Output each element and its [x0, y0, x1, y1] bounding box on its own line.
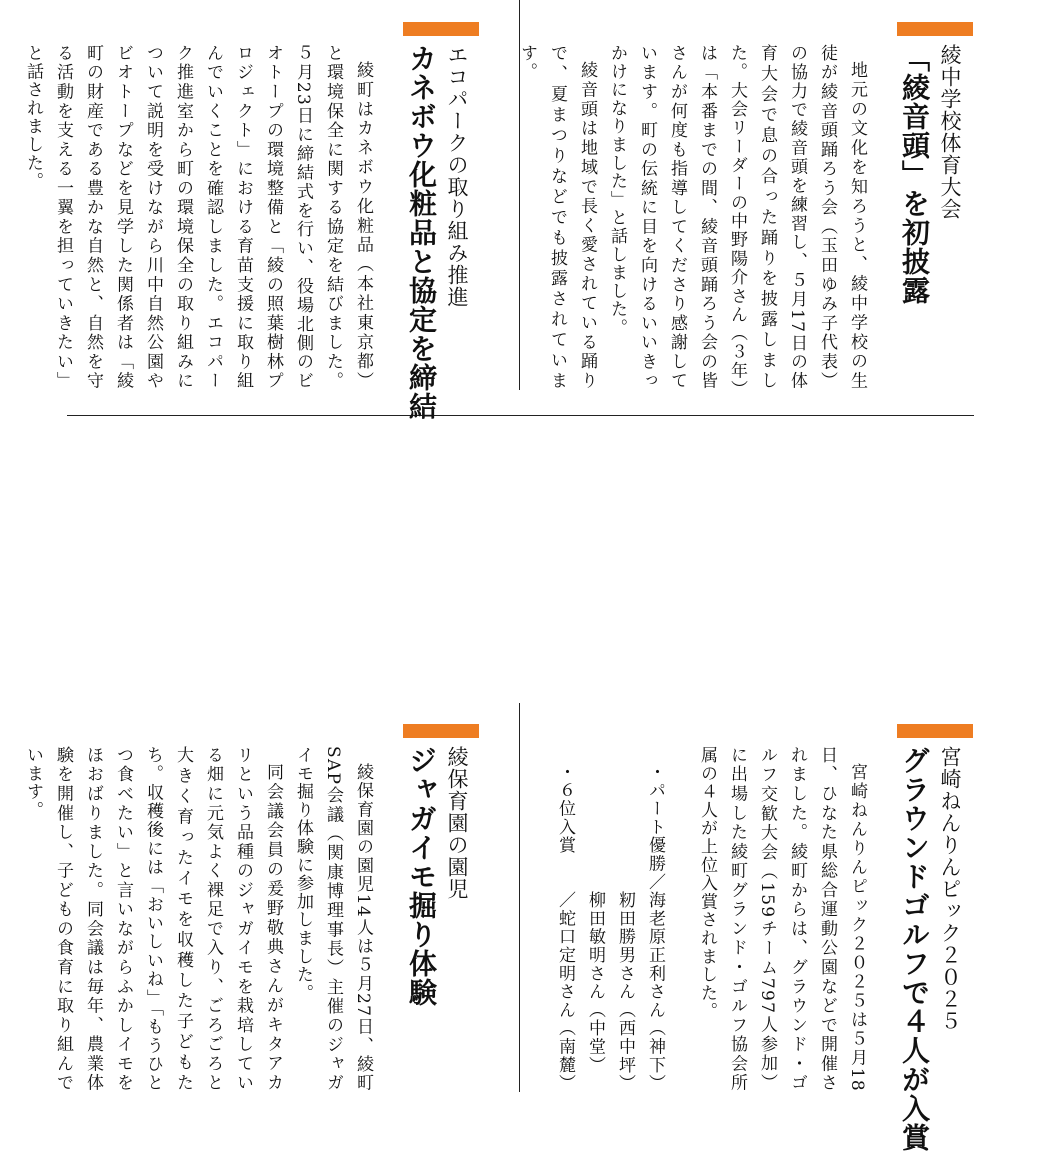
- article-headline: ジャガイモ掘り体験: [405, 746, 438, 1007]
- paragraph: 宮崎ねんりんピック２０２５は５月18日、ひなた県総合運動公園などで開催されました。綾町からは、グラウンド・ゴルフ交歓大会（159チーム797人参加）に出場した綾町グランド・ゴルフ協会所属の４人が上位入賞されました。: [697, 746, 867, 1092]
- section-divider: [67, 415, 974, 416]
- article-subhead: 綾中学校体育大会: [938, 44, 962, 220]
- article-headline: カネボウ化粧品と協定を締結: [405, 44, 438, 421]
- kanebo-article-body: [23, 44, 378, 390]
- result-line: ・６位入賞 ／蛇口定明さん（南麓）: [555, 763, 575, 1093]
- accent-bar: [403, 724, 479, 738]
- paragraph: 綾保育園の園児14人は５月27日、綾町SAP会議（関康博理事長）主催のジャガイモ掘り体験に参加しました。: [293, 746, 373, 1092]
- paragraph: 綾音頭は地域で長く愛されている踊りで、夏まつりなどでも披露されています。: [517, 44, 597, 390]
- accent-bar: [403, 22, 479, 36]
- article-body: [522, 746, 872, 1092]
- article-headline: グラウンドゴルフで４人が入賞: [898, 746, 931, 1152]
- paragraph: 綾町はカネボウ化粧品（本社東京都）と環境保全に関する協定を結びました。５月23日に締結式を行い、役場北側のビオトープの環境整備と「綾の照葉樹林プロジェクト」における育苗支援に取り組んでいくことを確認しました。エコパーク推進室から町の環境保全の取り組みについて説明を受けながら川中自然公園やビオトープなどを見学した関係者は「綾町の財産である豊かな自然と、自然を守る活動を支える一翼を担っていきたい」と話されました。: [23, 44, 373, 390]
- result-line: ・パート優勝／海老原正利さん（神下）: [645, 763, 665, 1093]
- accent-bar: [897, 724, 973, 738]
- article-subhead: 綾保育園の園児: [445, 746, 469, 900]
- article-subhead: 宮崎ねんりんピック２０２５: [938, 746, 962, 1032]
- column-divider-bottom: [519, 703, 520, 1092]
- article-body: [517, 44, 872, 390]
- paragraph: 同会議会員の爰野敬典さんがキタアカリという品種のジャガイモを栽培している畑に元気よく裸足で入り、ごろごろと大きく育ったイモを収穫した子どもたち。収穫後には「おいしいね」「もうひとつ食べたい」と言いながらふかしイモをほおばりました。同会議は毎年、農業体験を開催し、子どもの食育に取り組んでいます。: [23, 746, 283, 1092]
- accent-bar: [897, 22, 973, 36]
- article-subhead: エコパークの取り組み推進: [445, 44, 469, 308]
- result-line: 籾田勝男さん（西中坪）: [615, 763, 635, 1093]
- article-headline: 「綾音頭」を初披露: [898, 44, 931, 305]
- result-line: 柳田敏明さん（中堂）: [585, 763, 605, 1075]
- article-body: [23, 746, 378, 1092]
- paragraph: 地元の文化を知ろうと、綾中学校の生徒が綾音頭踊ろう会（玉田ゆみ子代表）の協力で綾音頭を練習し、５月17日の体育大会で息の合った踊りを披露しました。大会リーダーの中野陽介さん（３年）は「本番までの間、綾音頭踊ろう会の皆さんが何度も指導してくださり感謝しています。町の伝統に目を向けるいいきっかけになりました」と話しました。: [607, 44, 867, 390]
